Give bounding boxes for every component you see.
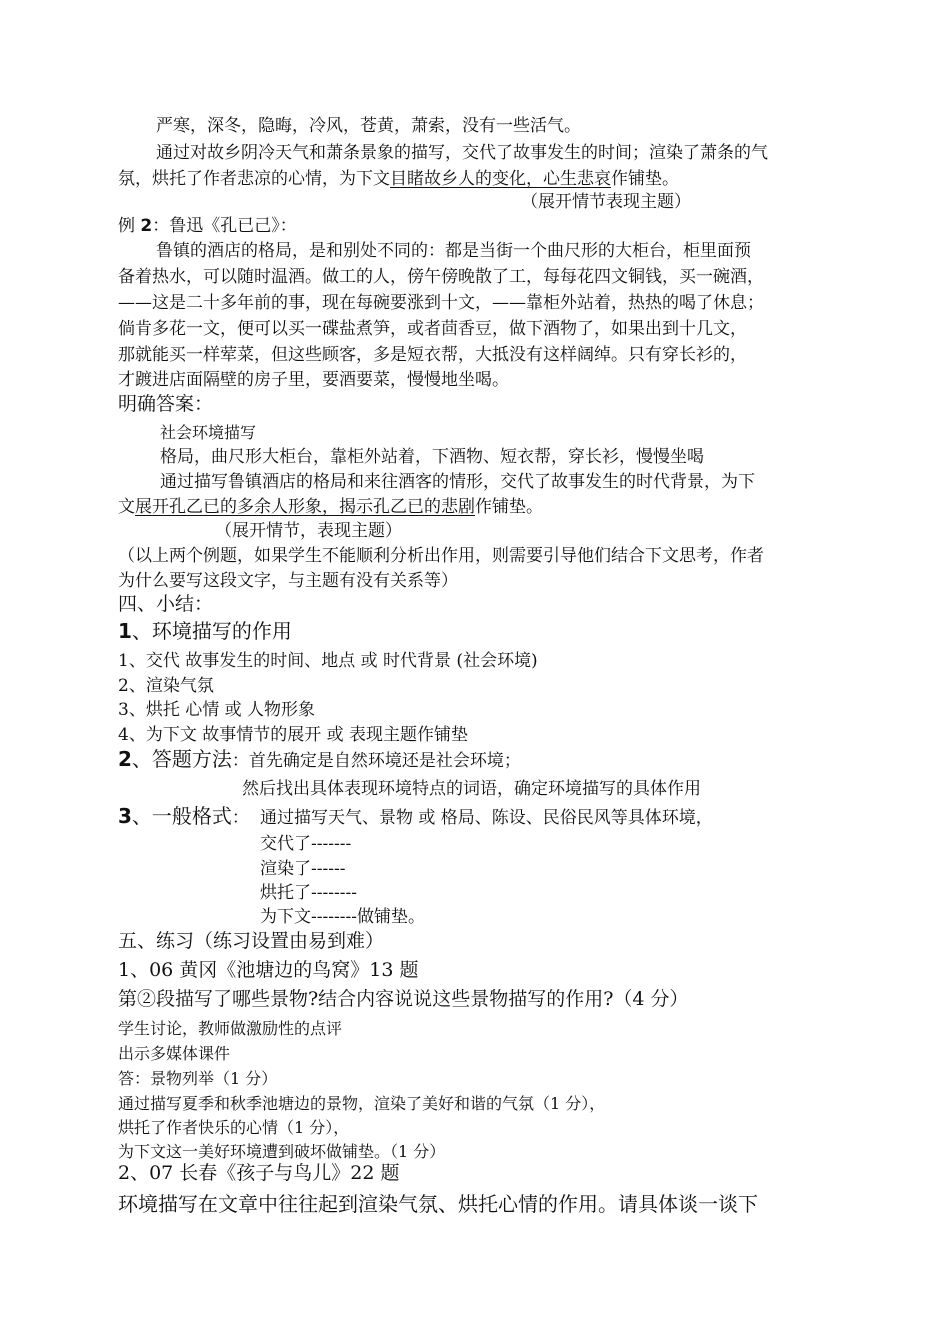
example2-para-line: ——这是二十多年前的事，现在每碗要涨到十文，——靠柜外站着，热热的喝了休息； — [118, 293, 764, 313]
answer-keywords: 格局，曲尺形大柜台，靠柜外站着，下酒物、短衣帮，穿长衫，慢慢坐喝 — [160, 447, 704, 467]
practice-q2-question: 环境描写在文章中往往起到渲染气氛、烘托心情的作用。请具体谈一谈下 — [118, 1192, 758, 1216]
summary-item1-heading — [118, 619, 292, 643]
intro-note: （展开情节表现主题） — [521, 192, 691, 212]
intro-analysis-line1: 通过对故乡阴冷天气和萧条景象的描写，交代了故事发生的时间；渲染了萧条的气 — [156, 143, 768, 163]
answer-type: 社会环境描写 — [160, 423, 257, 442]
example2-label-num: 2 — [140, 216, 153, 236]
format-line: 通过描写天气、景物 或 格局、陈设、民俗民风等具体环境， — [260, 808, 713, 828]
practice-q1-line: 烘托了作者快乐的心情（1 分）， — [118, 1118, 350, 1137]
example2-label-prefix: 例 — [118, 216, 141, 236]
teacher-note-line1: （以上两个例题，如果学生不能顺利分析出作用，则需要引导他们结合下文思考，作者 — [118, 546, 764, 566]
example2-para-line: 倘肯多花一文，便可以买一碟盐煮笋，或者茴香豆，做下酒物了，如果出到十几文， — [118, 319, 747, 339]
practice-q1-question: 第②段描写了哪些景物?结合内容说说这些景物描写的作用?（4 分） — [118, 988, 689, 1010]
summary-heading: 四、小结： — [118, 593, 214, 615]
example2-label — [118, 216, 297, 236]
function-item: 3、烘托 心情 或 人物形象 — [118, 700, 316, 720]
practice-q1-line: 出示多媒体课件 — [118, 1044, 231, 1063]
summary-item3-title: 、一般格式 — [131, 804, 232, 828]
example2-para-line: 那就能买一样荤菜，但这些顾客，多是短衣帮，大抵没有这样阔绰。只有穿长衫的， — [118, 345, 747, 365]
summary-item3-num: 3 — [118, 804, 132, 828]
example2-para-line: 备着热水，可以随时温酒。做工的人，傍午傍晚散了工，每每花四文铜钱，买一碗酒， — [118, 267, 764, 287]
answer-analysis-underlined: 展开孔乙已的多余人形象，揭示孔乙已的悲剧 — [135, 497, 475, 517]
format-line: 为下文--------做铺垫。 — [260, 907, 425, 927]
example2-para-line: 才踱进店面隔壁的房子里，要酒要菜，慢慢地坐喝。 — [118, 370, 509, 390]
intro-analysis-underlined: 目睹故乡人的变化，心生悲哀 — [390, 169, 611, 189]
summary-item2-text2: 然后找出具体表现环境特点的词语，确定环境描写的具体作用 — [242, 779, 701, 799]
format-line: 交代了------- — [260, 834, 352, 854]
practice-q1-line: 为下文这一美好环境遭到破坏做铺垫。（1 分） — [118, 1142, 446, 1161]
example2-label-rest: ：鲁迅《孔已己》： — [152, 216, 297, 236]
format-line: 烘托了-------- — [260, 883, 357, 903]
practice-q2-title: 2、07 长春《孩子与鸟儿》22 题 — [118, 1162, 400, 1184]
practice-q1-line: 学生讨论，教师做激励性的点评 — [118, 1019, 343, 1038]
answer-analysis-line2 — [118, 497, 543, 517]
summary-item2-title: 、答题方法 — [131, 747, 232, 771]
practice-heading: 五、练习（练习设置由易到难） — [118, 930, 385, 952]
intro-keywords: 严寒，深冬，隐晦，冷风，苍黄，萧索，没有一些活气。 — [156, 116, 581, 136]
summary-item2 — [118, 747, 521, 771]
practice-q1-line: 答：景物列举（1 分） — [118, 1069, 278, 1088]
function-item: 2、渲染气氛 — [118, 676, 214, 696]
answer-heading: 明确答案： — [118, 393, 214, 415]
function-item: 4、为下文 故事情节的展开 或 表现主题作铺垫 — [118, 725, 469, 745]
answer-note: （展开情节，表现主题） — [215, 521, 402, 541]
summary-item1-num: 1 — [118, 619, 132, 643]
summary-item1-title: 、环境描写的作用 — [131, 619, 292, 643]
intro-analysis-line2 — [118, 169, 679, 189]
format-line: 渲染了------ — [260, 859, 346, 879]
function-item: 1、交代 故事发生的时间、地点 或 时代背景 (社会环境) — [118, 651, 538, 671]
summary-item2-num: 2 — [118, 747, 132, 771]
intro-analysis-pre: 氛，烘托了作者悲凉的心情，为下文 — [118, 169, 390, 189]
summary-item2-text: ：首先确定是自然环境还是社会环境； — [231, 751, 521, 771]
teacher-note-line2: 为什么要写这段文字，与主题有没有关系等） — [118, 571, 458, 591]
summary-item3 — [118, 804, 249, 828]
intro-analysis-post: 作铺垫。 — [611, 169, 679, 189]
answer-analysis-post: 作铺垫。 — [475, 497, 543, 517]
answer-analysis-pre: 文 — [118, 497, 135, 517]
summary-item3-colon: ： — [231, 808, 249, 828]
practice-q1-title: 1、06 黄冈《池塘边的鸟窝》13 题 — [118, 959, 419, 981]
practice-q1-line: 通过描写夏季和秋季池塘边的景物，渲染了美好和谐的气氛（1 分）， — [118, 1094, 606, 1113]
answer-analysis-line1: 通过描写鲁镇酒店的格局和来往酒客的情形，交代了故事发生的时代背景，为下 — [160, 472, 755, 492]
example2-para-line: 鲁镇的酒店的格局，是和别处不同的：都是当街一个曲尺形的大柜台，柜里面预 — [156, 241, 751, 261]
